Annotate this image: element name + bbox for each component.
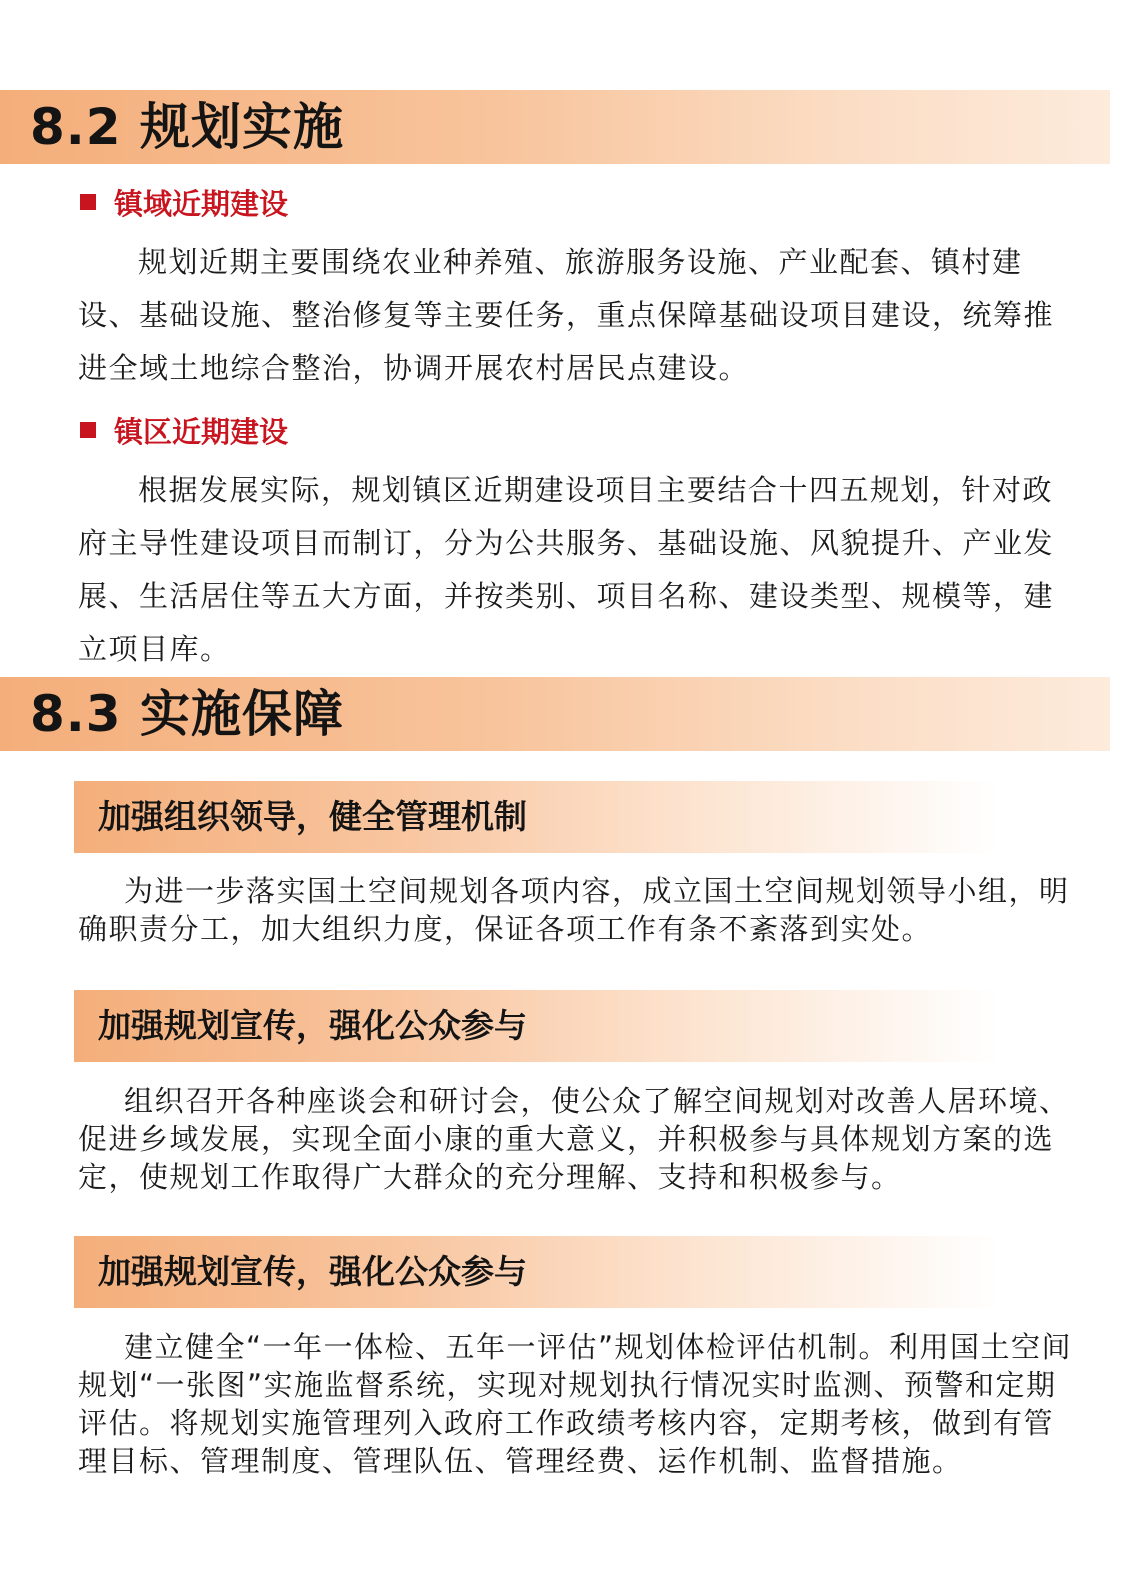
red-square-bullet-icon: [80, 194, 96, 210]
measure-heading: 加强组织领导，健全管理机制: [98, 797, 527, 836]
subsection-town-area-title: 镇域近期建设: [114, 186, 289, 221]
town-center-text: 根据发展实际，规划镇区近期建设项目主要结合十四五规划，针对政府主导性建设项目而制订，分为公共服务、基础设施、风貌提升、产业发展、生活居住等五大方面，并按类别、项目名称、建设类型、规模等，建立项目库。: [78, 473, 1055, 666]
measure-paragraph: [78, 1082, 1078, 1196]
subsection-town-center-heading: [80, 410, 288, 450]
town-area-paragraph: [78, 236, 1078, 395]
measure-heading-bar: [74, 781, 1000, 853]
measure-paragraph: [78, 1328, 1078, 1480]
measure-text: 为进一步落实国土空间规划各项内容，成立国土空间规划领导小组，明确职责分工，加大组织力度，保证各项工作有条不紊落到实处。: [78, 874, 1070, 946]
section-8-3-header: [0, 677, 1110, 751]
section-8-2-title: 8.2 规划实施: [30, 98, 344, 156]
measure-text: 建立健全“一年一体检、五年一评估”规划体检评估机制。利用国土空间规划“一张图”实施监督系统，实现对规划执行情况实时监测、预警和定期评估。将规划实施管理列入政府工作政绩考核内容，定期考核，做到有管理目标、管理制度、管理队伍、管理经费、运作机制、监督措施。: [78, 1330, 1073, 1478]
section-8-3-title: 8.3 实施保障: [30, 685, 344, 743]
red-square-bullet-icon: [80, 422, 96, 438]
subsection-town-area-heading: [80, 182, 288, 222]
measure-heading-bar: [74, 990, 1000, 1062]
section-8-2-header: [0, 90, 1110, 164]
measure-paragraph: [78, 872, 1078, 948]
subsection-town-center-title: 镇区近期建设: [114, 414, 289, 449]
measure-text: 组织召开各种座谈会和研讨会，使公众了解空间规划对改善人居环境、促进乡域发展，实现全面小康的重大意义，并积极参与具体规划方案的选定，使规划工作取得广大群众的充分理解、支持和积极参与。: [78, 1084, 1070, 1194]
measure-heading: 加强规划宣传，强化公众参与: [98, 1252, 527, 1291]
town-area-text: 规划近期主要围绕农业种养殖、旅游服务设施、产业配套、镇村建设、基础设施、整治修复等主要任务，重点保障基础设项目建设，统筹推进全域土地综合整治，协调开展农村居民点建设。: [78, 245, 1055, 385]
measure-heading: 加强规划宣传，强化公众参与: [98, 1006, 527, 1045]
measure-heading-bar: [74, 1236, 1000, 1308]
town-center-paragraph: [78, 464, 1078, 676]
